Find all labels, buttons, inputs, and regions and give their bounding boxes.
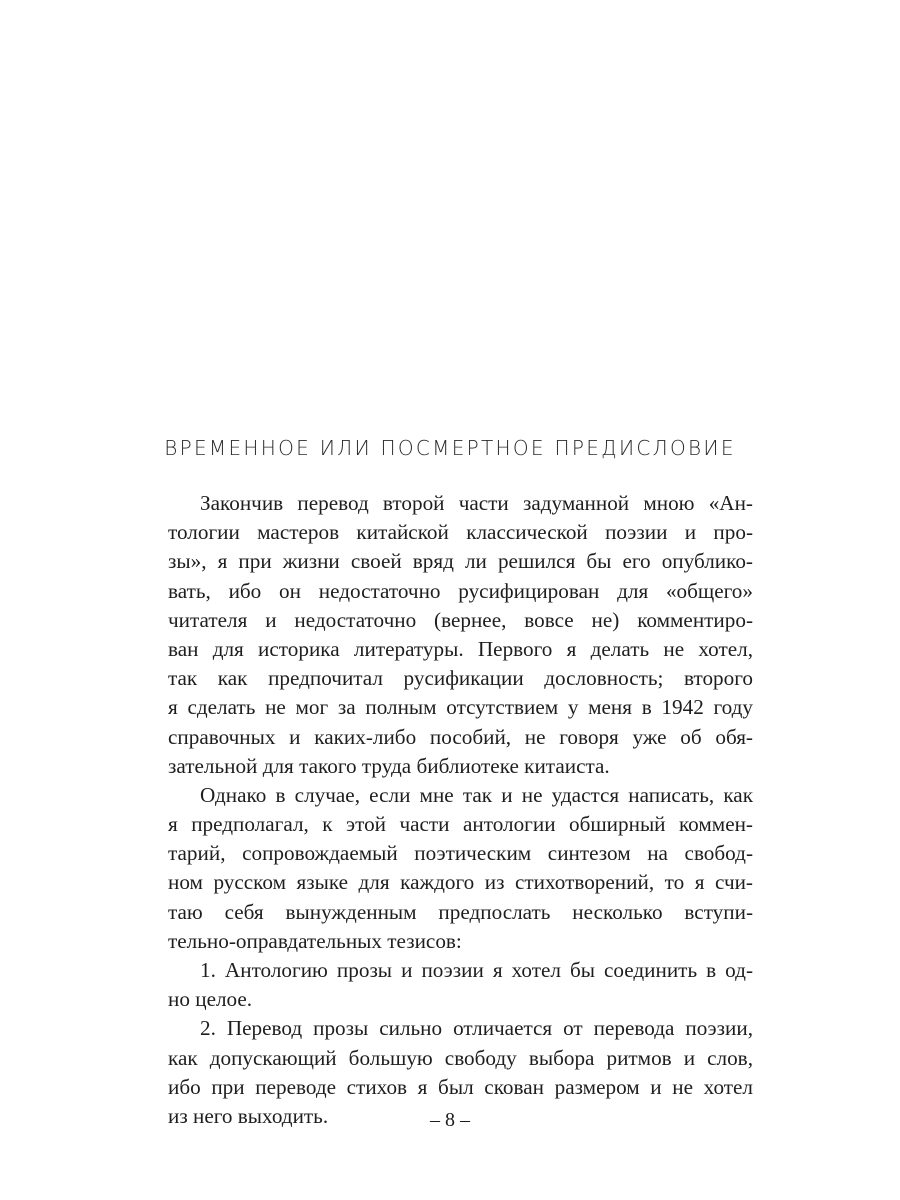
text-line: ибо при переводе стихов я был скован размером и не хотел — [168, 1074, 753, 1099]
text-line: ном русском языке для каждого из стихотворений, то я счи- — [168, 870, 753, 895]
text-line: Закончив перевод второй части задуманной мною «Ан- — [200, 491, 753, 515]
paragraph-2 — [168, 781, 753, 956]
page-number: – 8 – — [430, 1109, 470, 1131]
text-line: зательной для такого труда библиотеке китаиста. — [168, 753, 610, 778]
paragraph-3 — [168, 956, 753, 1014]
text-line: я сделать не мог за полным отсутствием у меня в 1942 году — [168, 695, 753, 720]
text-line: Однако в случае, если мне так и не удастся написать, как — [200, 782, 753, 807]
text-line: тарий, сопровождаемый поэтическим синтезом на свобод- — [168, 841, 753, 866]
text-line: тельно-оправдательных тезисов: — [168, 928, 462, 953]
chapter-heading: ВРЕМЕННОЕ ИЛИ ПОСМЕРТНОЕ ПРЕДИСЛОВИЕ — [164, 436, 736, 460]
paragraph-1 — [168, 489, 753, 781]
text-line: вать, ибо он недостаточно русифицирован для «общего» — [168, 578, 753, 603]
text-line: тологии мастеров китайской классической поэзии и про- — [168, 520, 753, 545]
text-line: зы», я при жизни своей вряд ли решился бы его опублико- — [168, 549, 753, 574]
text-line: 2. Перевод прозы сильно отличается от перевода поэзии, — [200, 1016, 753, 1041]
body-text — [168, 489, 753, 1131]
text-line: справочных и каких-либо пособий, не говоря уже об обя- — [168, 724, 753, 749]
text-line: ван для историка литературы. Первого я делать не хотел, — [168, 636, 753, 661]
text-line: таю себя вынужденным предпослать несколько вступи- — [168, 899, 753, 924]
text-line: из него выходить. — [168, 1103, 329, 1128]
text-line: но целое. — [168, 987, 253, 1012]
text-line: я предполагал, к этой части антологии обширный коммен- — [168, 812, 753, 837]
text-line: как допускающий большую свободу выбора ритмов и слов, — [168, 1045, 753, 1070]
text-line: так как предпочитал русификации дословность; второго — [168, 666, 753, 691]
text-line: читателя и недостаточно (вернее, вовсе не) комментиро- — [168, 607, 753, 632]
text-line: 1. Антологию прозы и поэзии я хотел бы соединить в од- — [200, 958, 753, 982]
